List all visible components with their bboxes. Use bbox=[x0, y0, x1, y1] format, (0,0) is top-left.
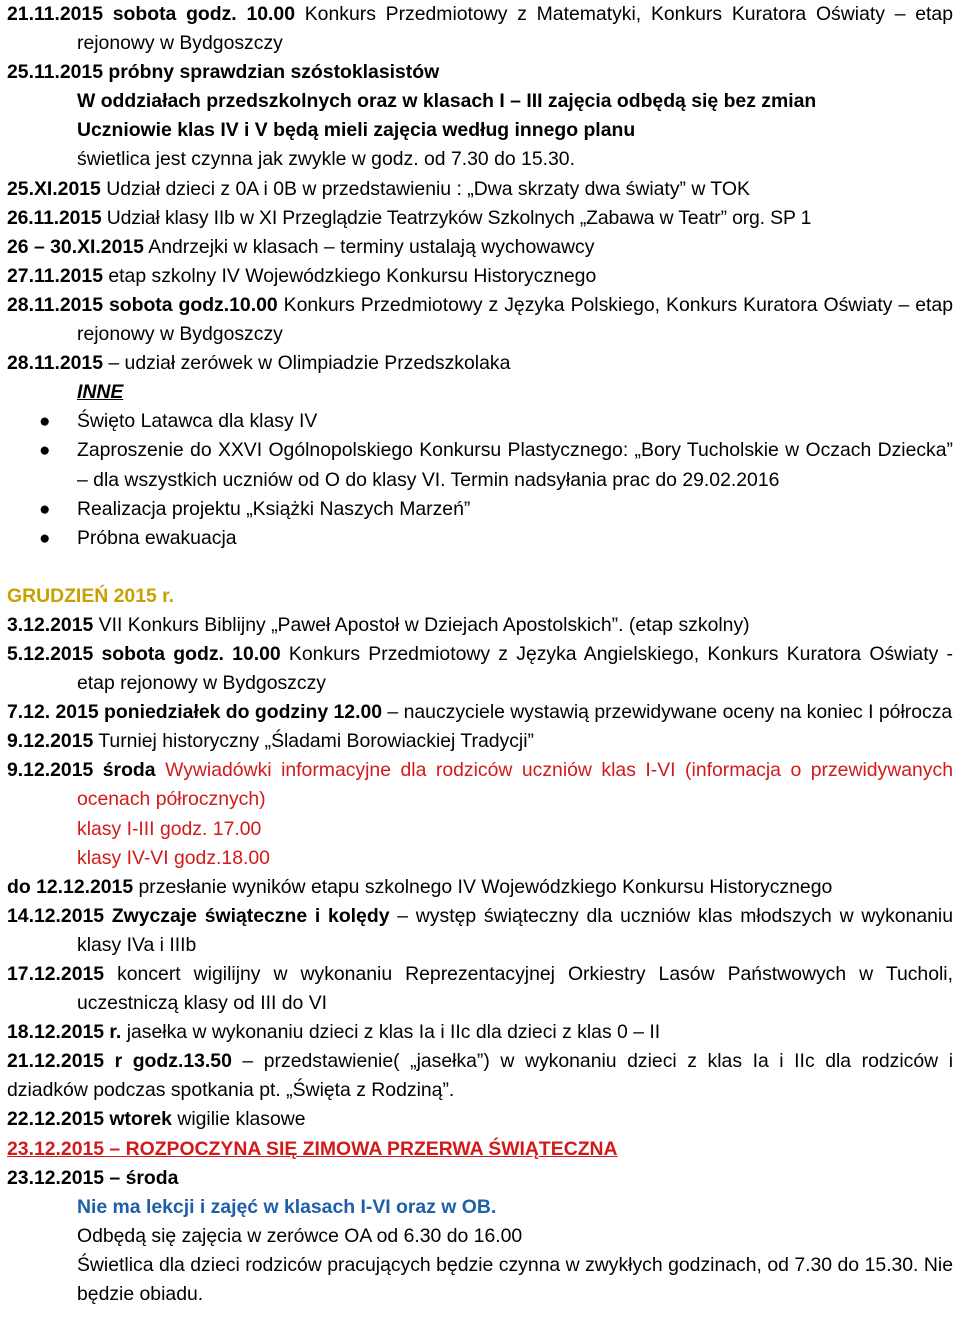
entry-date: 5.12.2015 sobota godz. 10.00 bbox=[7, 642, 281, 665]
entry-text: Udział dzieci z 0A i 0B w przedstawieniu : „Dwa skrzaty dwa światy” w TOK bbox=[100, 177, 750, 200]
bullet-icon: ● bbox=[39, 440, 51, 462]
entry-text: – przedstawienie( „jasełka”) w wykonaniu dzieci z klas Ia i IIc dla rodziców i dziadków podczas spotkania pt. „Święta z Rodziną”. bbox=[7, 1050, 954, 1102]
entry-sub-line: klasy I-III godz. 17.00 bbox=[77, 817, 262, 840]
inne-heading-text: INNE bbox=[77, 381, 124, 404]
entry-date: 9.12.2015 bbox=[7, 730, 94, 753]
list-item bbox=[7, 407, 953, 436]
list-item-text: Święto Latawca dla klasy IV bbox=[77, 410, 318, 433]
entry-9-12-wywiadowki bbox=[7, 756, 953, 872]
entry-17-12 bbox=[7, 960, 953, 1018]
list-item-text: Próbna ewakuacja bbox=[77, 526, 237, 549]
entry-25-11 bbox=[7, 58, 953, 174]
entry-date: 21.11.2015 sobota godz. 10.00 bbox=[7, 3, 295, 25]
spacer bbox=[7, 553, 953, 582]
entry-line: Nie ma lekcji i zajęć w klasach I-VI oraz w OB. bbox=[77, 1195, 497, 1218]
list-item-text: Realizacja projektu „Książki Naszych Marzeń” bbox=[77, 497, 471, 520]
entry-text: wigilie klasowe bbox=[171, 1108, 306, 1131]
entry-line: Odbędą się zajęcia w zerówce OA od 6.30 do 16.00 bbox=[77, 1224, 523, 1247]
entry-text: VII Konkurs Biblijny „Paweł Apostoł w Dziejach Apostolskich”. (etap szkolny) bbox=[93, 613, 750, 636]
list-item bbox=[7, 524, 953, 553]
inne-heading bbox=[7, 378, 953, 407]
entry-date: 27.11.2015 bbox=[7, 264, 103, 287]
entry-text: etap szkolny IV Wojewódzkiego Konkursu Historycznego bbox=[102, 264, 597, 287]
entry-text: Konkurs Przedmiotowy z Języka Angielskiego, Konkurs Kuratora Oświaty - etap rejonowy w Bydgoszczy bbox=[77, 642, 953, 695]
list-item bbox=[7, 436, 953, 494]
entry-26-30-xi bbox=[7, 233, 953, 262]
entry-27-11 bbox=[7, 262, 953, 291]
entry-12-12 bbox=[7, 873, 953, 902]
inne-list bbox=[7, 407, 953, 552]
entry-28-11 bbox=[7, 349, 953, 378]
entry-22-12 bbox=[7, 1105, 953, 1134]
entry-text: – występ świąteczny dla uczniów klas młodszych w wykonaniu klasy IVa i IIIb bbox=[77, 904, 953, 956]
entry-text: Konkurs Przedmiotowy z Matematyki, Konkurs Kuratora Oświaty – etap rejonowy w Bydgoszczy bbox=[77, 3, 953, 55]
entry-date: 7.12. 2015 poniedziałek do godziny 12.00 bbox=[7, 701, 383, 724]
bullet-icon: ● bbox=[39, 411, 51, 433]
entry-date: 25.XI.2015 bbox=[7, 177, 101, 200]
entry-text: Turniej historyczny „Śladami Borowiackiej Tradycji” bbox=[93, 730, 535, 753]
entry-text: koncert wigilijny w wykonaniu Reprezentacyjnej Orkiestry Lasów Państwowych w Tucholi, uczestniczą klasy od III do VI bbox=[77, 963, 953, 1015]
entry-date: 17.12.2015 bbox=[7, 963, 105, 985]
entry-25-xi bbox=[7, 175, 953, 204]
entry-text: Andrzejki w klasach – terminy ustalają wychowawcy bbox=[143, 235, 595, 258]
entry-date: 14.12.2015 Zwyczaje świąteczne i kolędy bbox=[7, 904, 390, 927]
list-item-text: Zaproszenie do XXVI Ogólnopolskiego Konkursu Plastycznego: „Bory Tucholskie w Oczach Dziecka” – dla wszystkich uczniów od O do klasy VI. Termin nadsyłania prac do 29.02.2016 bbox=[77, 439, 953, 491]
entry-3-12 bbox=[7, 611, 953, 640]
entry-text: Wywiadówki informacyjne dla rodziców uczniów klas I-VI (informacja o przewidywanych ocenach półrocznych) bbox=[77, 759, 953, 811]
entry-26-11 bbox=[7, 204, 953, 233]
month-heading bbox=[7, 582, 953, 611]
entry-date: 28.11.2015 bbox=[7, 352, 103, 375]
entry-date: 26 – 30.XI.2015 bbox=[7, 235, 144, 258]
entry-date: 22.12.2015 wtorek bbox=[7, 1108, 172, 1131]
entry-date: 21.12.2015 r godz.13.50 bbox=[7, 1050, 232, 1073]
entry-line: W oddziałach przedszkolnych oraz w klasach I – III zajęcia odbędą się bez zmian bbox=[77, 90, 817, 113]
entry-text: – udział zerówek w Olimpiadzie Przedszkolaka bbox=[102, 352, 511, 375]
entry-date: 9.12.2015 środa bbox=[7, 759, 156, 782]
entry-5-12 bbox=[7, 640, 953, 698]
bullet-icon: ● bbox=[39, 527, 51, 549]
entry-18-12 bbox=[7, 1018, 953, 1047]
document-page bbox=[7, 0, 953, 1309]
entry-date: 18.12.2015 r. bbox=[7, 1021, 122, 1044]
entry-line: próbny sprawdzian szóstoklasistów bbox=[108, 61, 440, 84]
entry-date: 3.12.2015 bbox=[7, 613, 94, 636]
bullet-icon: ● bbox=[39, 498, 51, 520]
entry-line: Uczniowie klas IV i V będą mieli zajęcia według innego planu bbox=[77, 119, 636, 142]
entry-14-12 bbox=[7, 902, 953, 960]
entry-23-12-sroda bbox=[7, 1164, 953, 1309]
entry-text: jasełka w wykonaniu dzieci z klas Ia i IIc dla dzieci z klas 0 – II bbox=[121, 1021, 661, 1044]
entry-text: przesłanie wyników etapu szkolnego IV Wojewódzkiego Konkursu Historycznego bbox=[133, 875, 833, 898]
entry-sub-line: klasy IV-VI godz.18.00 bbox=[77, 846, 270, 869]
entry-9-12-turniej bbox=[7, 727, 953, 756]
entry-text: 23.12.2015 – ROZPOCZYNA SIĘ ZIMOWA PRZERWA ŚWIĄTECZNA bbox=[7, 1137, 618, 1160]
entry-23-12-przerwa bbox=[7, 1135, 953, 1164]
entry-date: 23.12.2015 – środa bbox=[7, 1166, 179, 1189]
list-item bbox=[7, 495, 953, 524]
entry-text: Konkurs Przedmiotowy z Języka Polskiego, Konkurs Kuratora Oświaty – etap rejonowy w Bydgoszczy bbox=[77, 293, 953, 346]
entry-date: 26.11.2015 bbox=[7, 206, 102, 229]
entry-text: Udział klasy IIb w XI Przeglądzie Teatrzyków Szkolnych „Zabawa w Teatr” org. SP 1 bbox=[101, 206, 812, 229]
entry-28-11-sobota bbox=[7, 291, 953, 349]
entry-text: – nauczyciele wystawią przewidywane oceny na koniec I półrocza bbox=[382, 701, 953, 724]
entry-date: 25.11.2015 bbox=[7, 61, 103, 84]
entry-7-12 bbox=[7, 698, 953, 727]
entry-line: Świetlica dla dzieci rodziców pracujących będzie czynna w zwykłych godzinach, od 7.30 do 15.30. Nie będzie obiadu. bbox=[77, 1253, 953, 1306]
entry-line: świetlica jest czynna jak zwykle w godz. od 7.30 do 15.30. bbox=[77, 148, 575, 171]
entry-date: do 12.12.2015 bbox=[7, 875, 134, 898]
entry-21-11 bbox=[7, 0, 953, 58]
entry-21-12 bbox=[7, 1047, 953, 1105]
month-heading-text: GRUDZIEŃ 2015 r. bbox=[7, 584, 175, 607]
entry-date: 28.11.2015 sobota godz.10.00 bbox=[7, 293, 278, 316]
